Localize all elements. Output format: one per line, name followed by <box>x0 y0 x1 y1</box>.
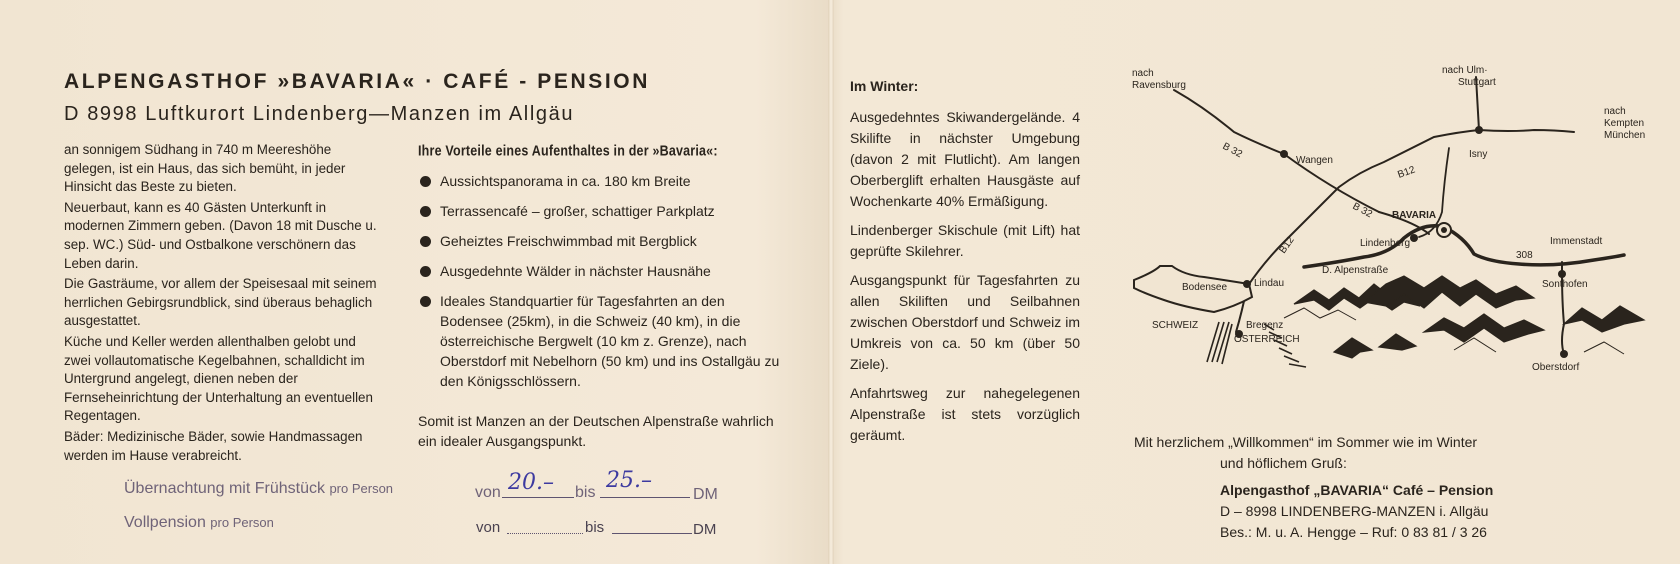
map-label: Ravensburg <box>1132 80 1186 91</box>
list-item <box>418 201 788 221</box>
to-label: bis <box>585 519 605 536</box>
currency-label: DM <box>693 521 717 538</box>
list-item <box>418 291 788 391</box>
price-line <box>502 497 574 498</box>
map-label: B 32 <box>1220 140 1244 161</box>
winter-paragraph: Lindenberger Skischule (mit Lift) hat geprüfte Skilehrer. <box>850 222 1080 259</box>
map-label: B 32 <box>1350 200 1374 221</box>
road-kempten <box>1479 130 1574 132</box>
map-label: Lindenberg <box>1360 238 1411 249</box>
map-label: Isny <box>1469 149 1488 160</box>
hotel-subtitle: D 8998 Luftkurort Lindenberg—Manzen im Allgäu <box>64 103 575 125</box>
welcome-line: Mit herzlichem „Willkommen“ im Sommer wie im Winter <box>1134 434 1478 450</box>
description-paragraph: Bäder: Medizinische Bäder, sowie Handmassagen werden im Hause verabreicht. <box>64 428 363 463</box>
map-label: Oberstdorf <box>1532 362 1580 373</box>
map-label: B12 <box>1277 234 1297 256</box>
town-marker-isny <box>1475 126 1483 134</box>
list-item-text: Ausgedehnte Wälder in nächster Hausnähe <box>440 263 711 279</box>
winter-paragraph: Anfahrtsweg zur nahegelegenen Alpenstraße ist stets vorzüglich geräumt. <box>850 385 1080 443</box>
road-b32 <box>1174 90 1379 212</box>
bavaria-location-dot <box>1441 227 1447 233</box>
town-marker-sonthofen <box>1558 270 1566 278</box>
town-marker-lindau <box>1243 280 1251 288</box>
mountain-range <box>1294 276 1644 358</box>
price-row-fullboard <box>124 514 274 532</box>
to-label: bis <box>575 484 596 501</box>
left-panel <box>0 0 828 564</box>
bullet-icon <box>420 266 431 277</box>
map-label: Bodensee <box>1182 282 1228 293</box>
map-label: B12 <box>1396 164 1417 181</box>
list-item-text: Ideales Standquartier für Tagesfahrten an den Bodensee (25km), in die Schweiz (40 km), in die österreichische Bergwelt (10 km z. Grenze), nach Oberstdorf mit Nebelhorn (50 km) und ins Ostallgäu zu den Königsschlössern. <box>440 293 780 389</box>
map-label: nach Ulm· <box>1442 65 1488 76</box>
list-item-text: Terrassencafé – großer, schattiger Parkplatz <box>440 203 715 219</box>
welcome-line: und höflichem Gruß: <box>1220 455 1347 471</box>
price-dotted-line <box>507 533 583 534</box>
description-paragraph: Küche und Keller werden allenthalben gelobt und zwei vollautomatische Kegelbahnen, schalldicht im Untergrund angelegt, dienen neben der Fernseheinrichtung der Unterhaltung an eventuellen Regentagen. <box>64 333 373 424</box>
price-row-overnight <box>124 480 393 498</box>
map-label: Immenstadt <box>1550 236 1603 247</box>
winter-heading: Im Winter: <box>850 78 919 94</box>
bullet-icon <box>420 296 431 307</box>
map-label: ÖSTERREICH <box>1234 334 1300 345</box>
map-label: BAVARIA <box>1392 210 1437 221</box>
list-item-text: Geheiztes Freischwimmbad mit Bergblick <box>440 233 697 249</box>
map-label: D. Alpenstraße <box>1322 265 1389 276</box>
town-marker-lindenberg <box>1410 234 1418 242</box>
description-column <box>64 141 382 467</box>
map-label: nach <box>1132 68 1154 79</box>
price-from-handwritten: 20.– <box>508 470 554 495</box>
bullet-icon <box>420 176 431 187</box>
per-person-label: pro Person <box>329 481 394 496</box>
from-label: von <box>476 519 501 536</box>
currency-label: DM <box>693 486 718 503</box>
list-item <box>418 261 788 281</box>
price-line <box>600 497 690 498</box>
hotel-title: ALPENGASTHOF »BAVARIA« · CAFÉ - PENSION <box>64 70 650 93</box>
town-marker-oberstdorf <box>1560 350 1568 358</box>
price-to-handwritten: 25.– <box>606 468 652 493</box>
map-label: Lindau <box>1254 278 1285 289</box>
list-item <box>418 171 788 191</box>
description-paragraph: Neuerbaut, kann es 40 Gästen Unterkunft in modernen Zimmern geben. (Davon 18 mit Dusche u. sep. WC.) Süd- und Ostbalkone verschönern das Leben darin. <box>64 199 377 271</box>
bullet-icon <box>420 206 431 217</box>
map-label: Stuttgart <box>1458 77 1496 88</box>
winter-paragraph: Ausgedehntes Skiwandergelände. 4 Skilifte in nächster Umgebung (davon 2 mit Flutlicht). Am langen Oberberglift erhalten Hausgäste auf Wochenkarte 40% Ermäßigung. <box>850 109 1080 209</box>
summary-text: Somit ist Manzen an der Deutschen Alpenstraße wahrlich ein idealer Ausgangspunkt. <box>418 413 774 449</box>
advantages-heading: Ihre Vorteile eines Aufenthaltes in der »Bavaria«: <box>418 142 718 160</box>
right-panel <box>834 0 1680 564</box>
list-item <box>418 231 788 251</box>
winter-column <box>850 76 1080 454</box>
list-item-text: Aussichtspanorama in ca. 180 km Breite <box>440 173 691 189</box>
map-label: nach <box>1604 106 1626 117</box>
advantages-column <box>418 141 788 451</box>
price-line <box>612 533 692 534</box>
description-paragraph: Die Gasträume, vor allem der Speisesaal mit seinem herrlichen Gebirgsrundblick, sind überaus behaglich ausgestattet. <box>64 276 377 329</box>
advantages-list <box>418 171 788 391</box>
map-label: Sonthofen <box>1542 279 1588 290</box>
map-label: Bregenz <box>1246 320 1284 331</box>
signature-name: Alpengasthof „BAVARIA“ Café – Pension <box>1220 482 1494 498</box>
map-label: Wangen <box>1296 155 1333 166</box>
map-label: Kempten <box>1604 118 1645 129</box>
map-label: München <box>1604 130 1646 141</box>
signature-address: D – 8998 LINDENBERG-MANZEN i. Allgäu <box>1220 503 1489 519</box>
closing-block <box>1120 432 1550 543</box>
bullet-icon <box>420 236 431 247</box>
per-person-label: pro Person <box>210 515 274 530</box>
map-label: 308 <box>1516 250 1533 261</box>
fullboard-label: Vollpension <box>124 514 206 531</box>
town-marker-wangen <box>1280 150 1288 158</box>
from-label: von <box>475 484 501 501</box>
winter-paragraph: Ausgangspunkt für Tagesfahrten zu allen Skiliften und Seilbahnen zwischen Oberstdorf und Schweiz im Umkreis von ca. 50 km (über 50 Ziele). <box>850 272 1080 372</box>
signature-contact: Bes.: M. u. A. Hengge – Ruf: 0 83 81 / 3 26 <box>1220 524 1487 540</box>
overnight-label: Übernachtung mit Frühstück <box>124 480 325 497</box>
description-paragraph: an sonnigem Südhang in 740 m Meereshöhe gelegen, ist ein Haus, das sich bemüht, in jeder Hinsicht das Beste zu bieten. <box>64 142 346 195</box>
region-map <box>1124 62 1664 387</box>
map-label: SCHWEIZ <box>1152 320 1199 331</box>
